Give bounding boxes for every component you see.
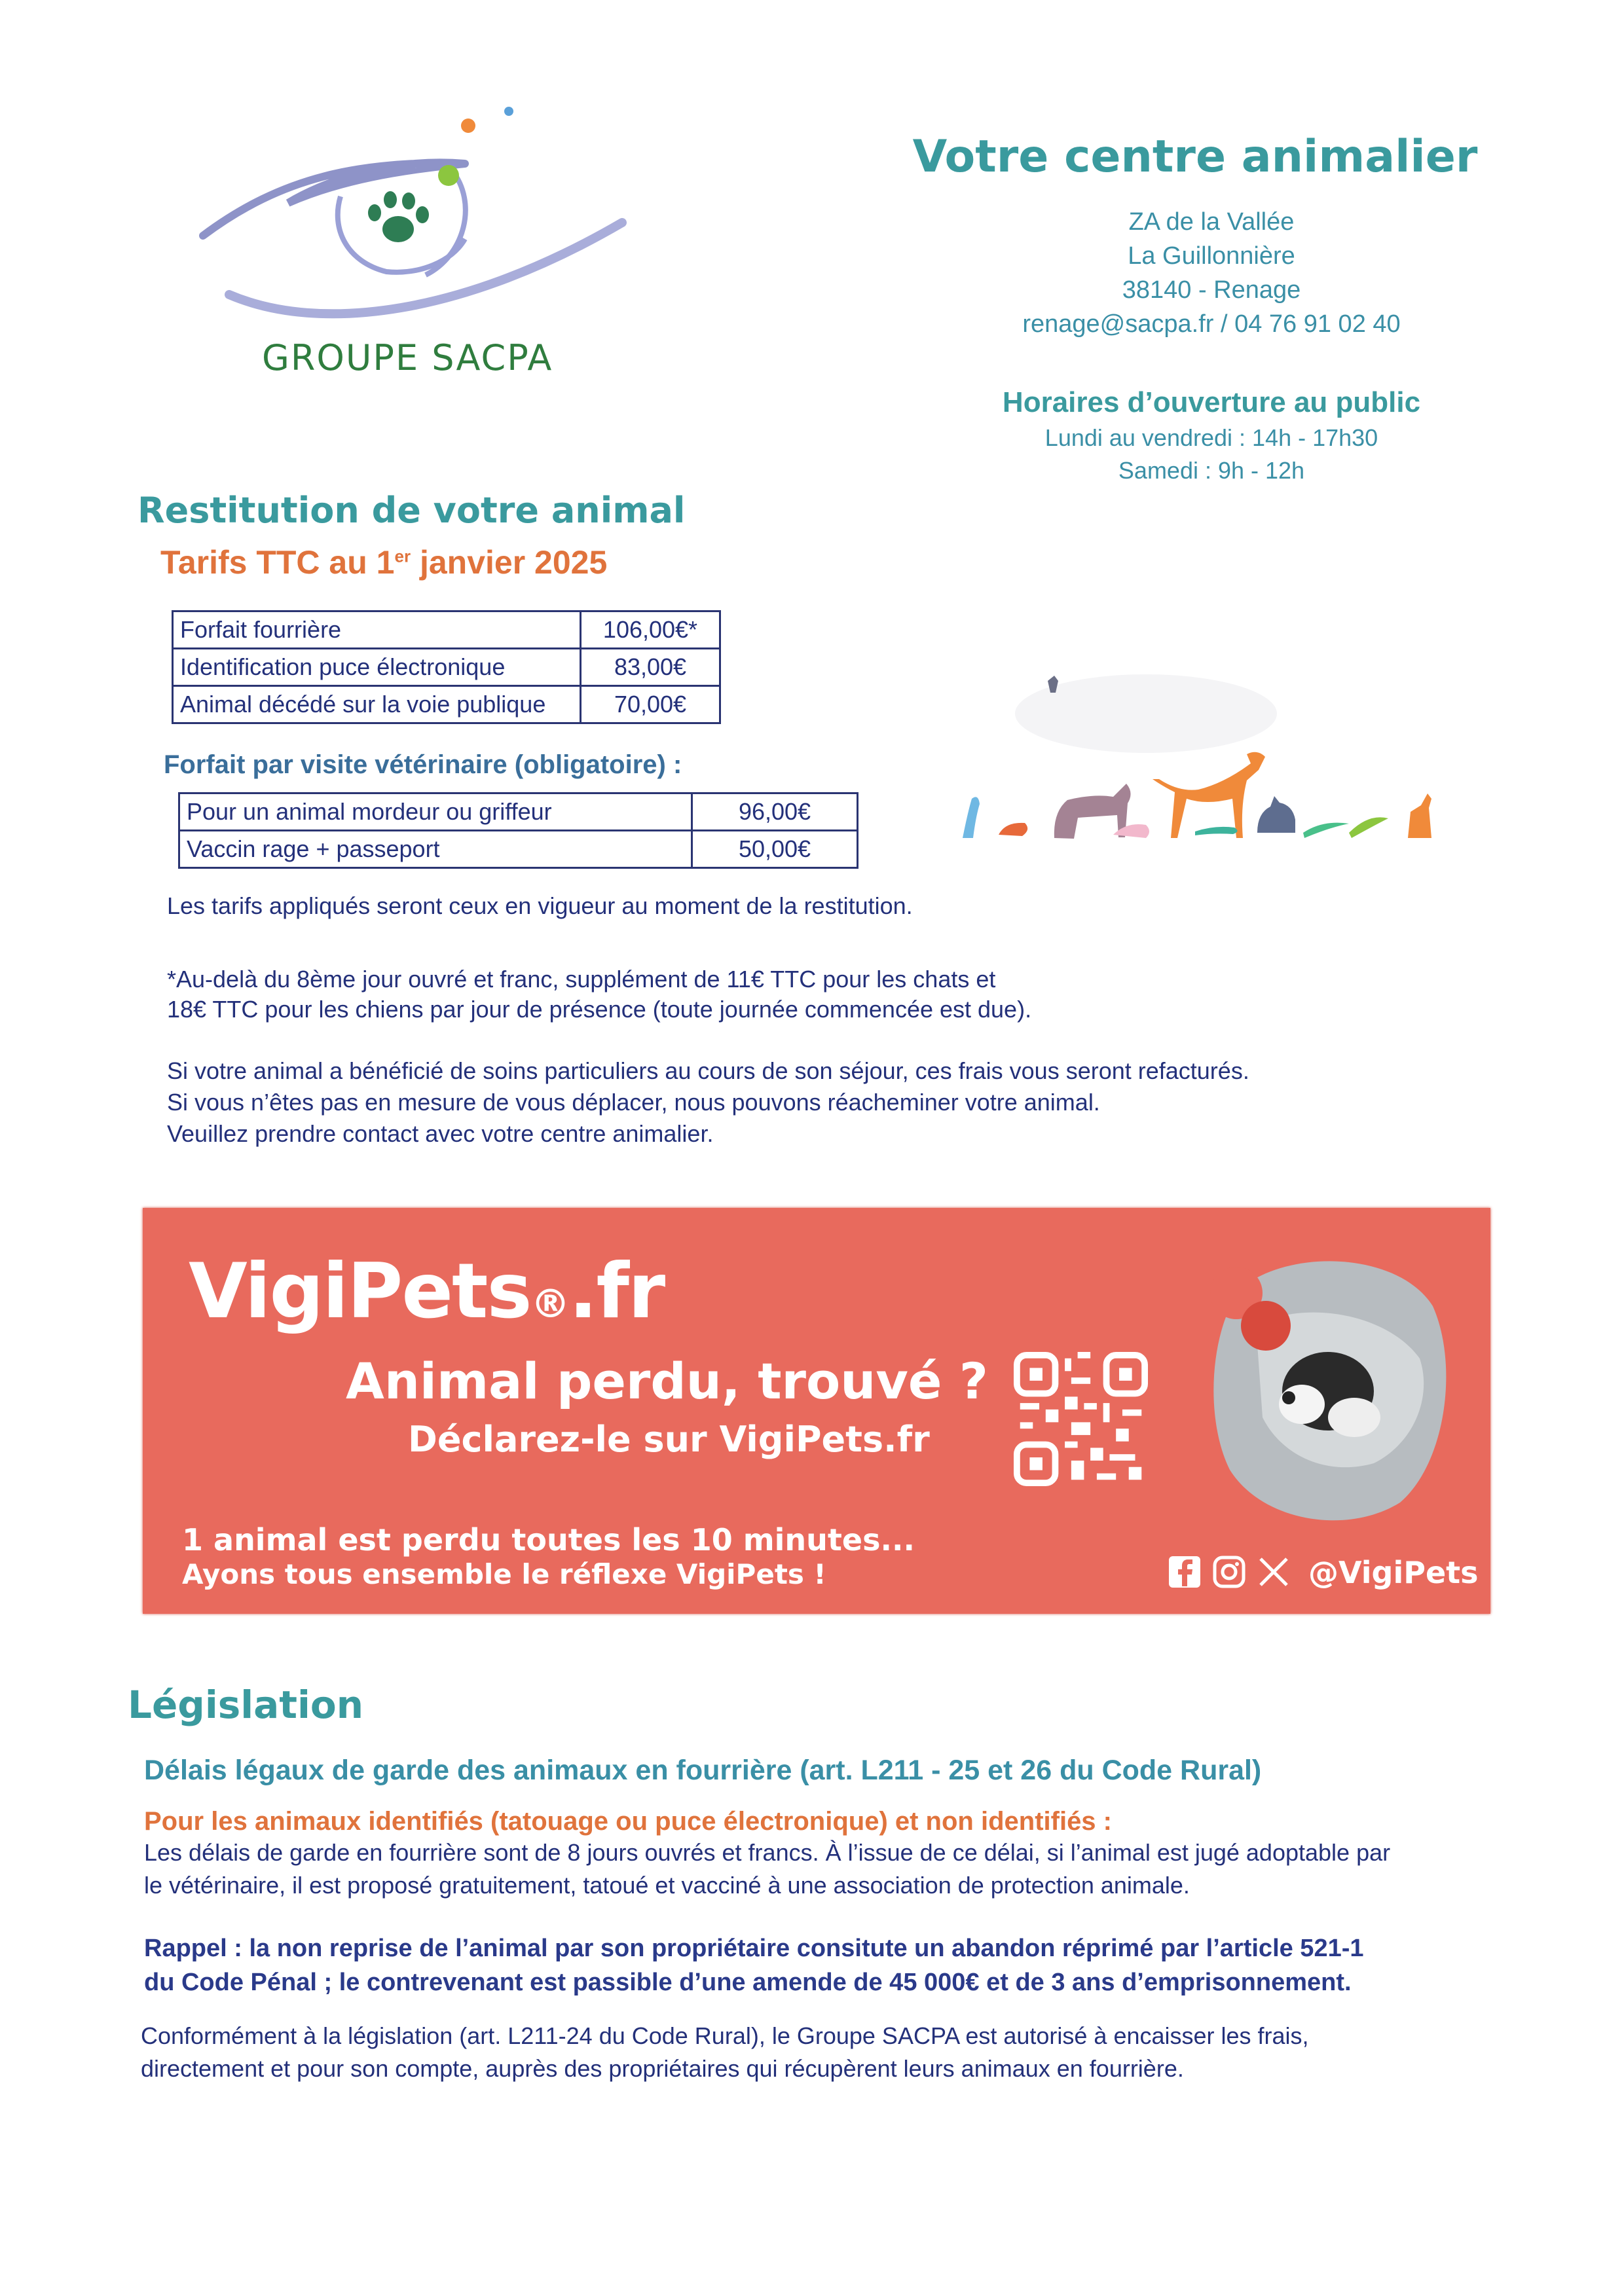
conformite-line: Conformément à la législation (art. L211-24 du Code Rural), le Groupe SACPA est autorisé à encaisser les frais, (141, 2022, 1309, 2049)
facebook-icon[interactable] (1168, 1555, 1202, 1589)
forfait-price: 96,00€ (692, 793, 858, 831)
rappel-line: Rappel : la non reprise de l’animal par son propriétaire consitute un abandon réprimé par l’article 521-1 (144, 1935, 1364, 1962)
note-supplement-2: 18€ TTC pour les chiens par jour de présence (toute journée commencée est due). (167, 996, 1032, 1023)
vigipets-subline: Déclarez-le sur VigiPets.fr (408, 1419, 930, 1460)
vigipets-handle[interactable]: @VigiPets (1308, 1555, 1479, 1590)
legislation-line: Les délais de garde en fourrière sont de 8 jours ouvrés et francs. À l’issue de ce délai, si l’animal est jugé adoptable par (144, 1839, 1391, 1866)
dog-photo (1204, 1247, 1452, 1529)
vigipets-logo: VigiPets®.fr (189, 1247, 665, 1336)
instagram-icon[interactable] (1212, 1555, 1246, 1589)
tarif-label: Animal décédé sur la voie publique (173, 686, 581, 723)
legislation-title: Législation (128, 1683, 363, 1727)
note-tarifs: Les tarifs appliqués seront ceux en vigueur au moment de la restitution. (167, 892, 913, 919)
forfait-label: Pour un animal mordeur ou griffeur (179, 793, 692, 831)
legislation-rappel (144, 1931, 1506, 1999)
x-icon[interactable] (1257, 1555, 1291, 1589)
note-supplement-1: *Au-delà du 8ème jour ouvré et franc, supplément de 11€ TTC pour les chats et (167, 966, 996, 993)
vigipets-stat: 1 animal est perdu toutes les 10 minutes... (182, 1522, 915, 1558)
vigipets-slogan: Ayons tous ensemble le réflexe VigiPets ! (182, 1558, 826, 1590)
tarif-label: Identification puce électronique (173, 649, 581, 686)
tarif-price: 83,00€ (581, 649, 720, 686)
tarifs-table (172, 610, 721, 724)
table-row (179, 831, 858, 868)
legislation-line: le vétérinaire, il est proposé gratuitement, tatoué et vacciné à une association de protection animale. (144, 1872, 1190, 1899)
table-row (173, 649, 720, 686)
legislation-subtitle: Délais légaux de garde des animaux en fourrière (art. L211 - 25 et 26 du Code Rural) (144, 1755, 1262, 1786)
legislation-paragraph (144, 1836, 1506, 1902)
tarif-label: Forfait fourrière (173, 611, 581, 649)
note-soins-2: Si vous n’êtes pas en mesure de vous déplacer, nous pouvons réacheminer votre animal. (167, 1089, 1100, 1116)
table-row (179, 793, 858, 831)
vigipets-headline: Animal perdu, trouvé ? (346, 1352, 988, 1410)
horaires-saturday: Samedi : 9h - 12h (1118, 457, 1305, 484)
note-soins-1: Si votre animal a bénéficié de soins particuliers au cours de son séjour, ces frais vous seront refacturés. (167, 1057, 1249, 1084)
address-line-1: ZA de la Vallée (1128, 208, 1295, 236)
rappel-line: du Code Pénal ; le contrevenant est passible d’une amende de 45 000€ et de 3 ans d’emprisonnement. (144, 1969, 1352, 1996)
contact-line: renage@sacpa.fr / 04 76 91 02 40 (1022, 310, 1401, 338)
qr-code[interactable] (1014, 1352, 1148, 1486)
tarif-price: 106,00€* (581, 611, 720, 649)
tarif-price: 70,00€ (581, 686, 720, 723)
note-soins-3: Veuillez prendre contact avec votre centre animalier. (167, 1120, 714, 1147)
tarifs-title: Tarifs TTC au 1er janvier 2025 (160, 544, 608, 581)
forfait-table (178, 792, 858, 869)
legislation-heading: Pour les animaux identifiés (tatouage ou puce électronique) et non identifiés : (144, 1807, 1112, 1836)
animals-illustration (950, 661, 1460, 858)
table-row (173, 686, 720, 723)
restitution-title: Restitution de votre animal (138, 490, 686, 531)
centre-title: Votre centre animalier (912, 131, 1478, 183)
conformite-line: directement et pour son compte, auprès des propriétaires qui récupèrent leurs animaux en fourrière. (141, 2055, 1184, 2082)
table-row (173, 611, 720, 649)
logo-text: GROUPE SACPA (262, 337, 553, 378)
forfait-title: Forfait par visite vétérinaire (obligatoire) : (164, 750, 682, 779)
forfait-label: Vaccin rage + passeport (179, 831, 692, 868)
vigipets-banner[interactable] (143, 1208, 1490, 1614)
horaires-weekday: Lundi au vendredi : 14h - 17h30 (1044, 424, 1378, 451)
horaires-title: Horaires d’ouverture au public (1002, 386, 1421, 418)
address-line-2: La Guillonnière (1128, 242, 1295, 270)
address-line-3: 38140 - Renage (1122, 276, 1301, 304)
legislation-conformite (141, 2020, 1503, 2085)
social-icons (1168, 1555, 1291, 1589)
forfait-price: 50,00€ (692, 831, 858, 868)
